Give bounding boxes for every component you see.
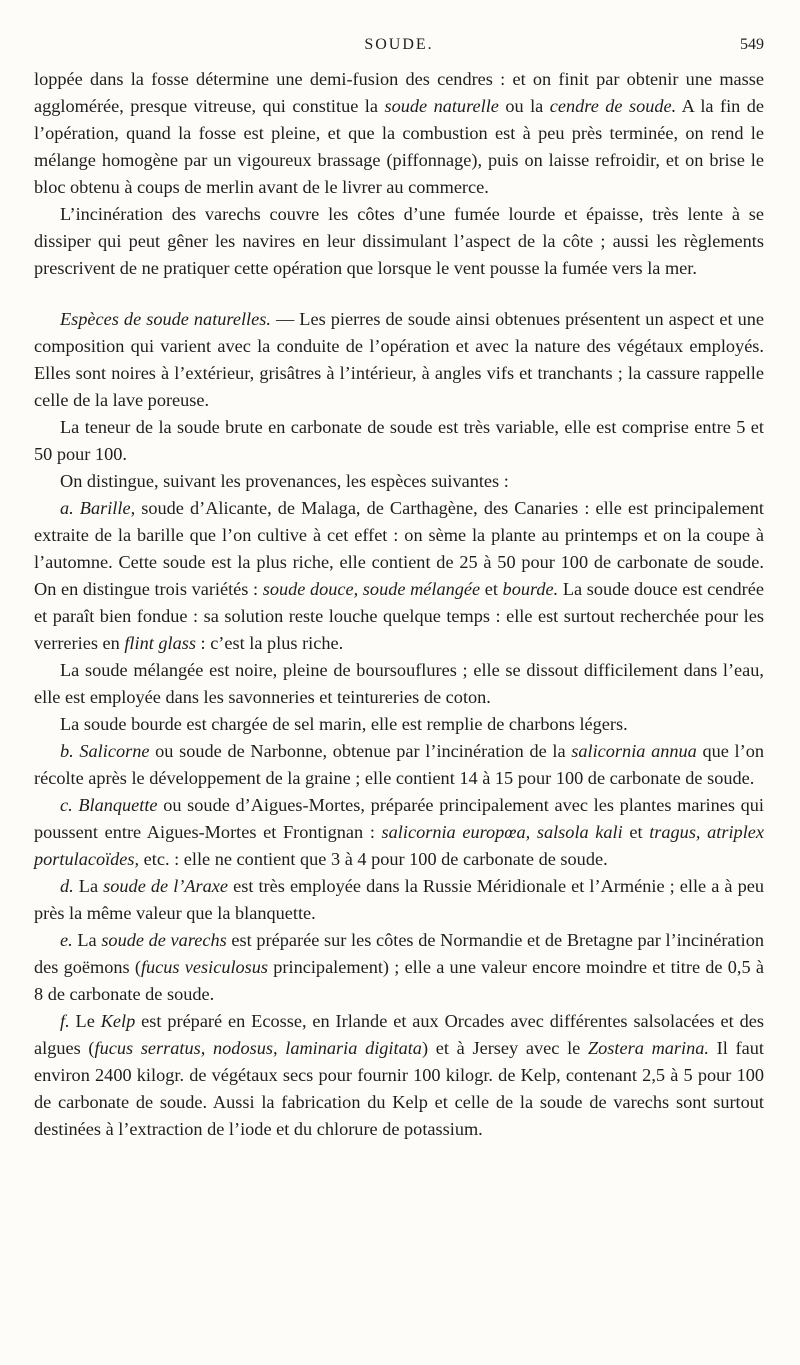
italic-text: tragus, atriplex portulacoïdes, [34, 822, 765, 869]
italic-text: e. [60, 930, 73, 950]
paragraph [34, 201, 764, 282]
paragraph [34, 657, 764, 711]
text-run: A la fin de l’opération, quand la fosse est pleine, et que la combustion est à peu près terminée, on rend le mélange homogène par un vigoureux brassage (piffonnage), puis on laisse refroidir, et on brise le bloc obtenu à coups de merlin avant de le livrer au commerce. [34, 96, 764, 197]
text-run: etc. : elle ne contient que 3 à 4 pour 100 de carbonate de soude. [139, 849, 608, 869]
text-run: La soude mélangée est noire, pleine de boursouflures ; elle se dissout difficilement dans l’eau, elle est employée dans les savonneries et teintureries de coton. [34, 660, 764, 707]
text-run: — Les pierres de soude ainsi obtenues présentent un aspect et une composition qui varient avec la conduite de l’opération et avec la nature des végétaux employés. Elles sont noires à l’extérieur, grisâtres à l’intérieur, à angles vifs et tranchants ; la cassure rappelle celle de la lave poreuse. [34, 309, 764, 410]
text-run: Le [69, 1011, 101, 1031]
italic-text: soude douce, soude mélangée [262, 579, 481, 599]
text-run: ou soude d’Aigues-Mortes, préparée principalement avec les plantes marines qui poussent entre Aigues-Mortes et Frontignan : [34, 795, 765, 842]
body-text [34, 66, 764, 1143]
italic-text: c. Blanquette [60, 795, 158, 815]
text-run: On distingue, suivant les provenances, les espèces suivantes : [60, 471, 509, 491]
italic-text: fucus vesiculosus [140, 957, 269, 977]
italic-text: Kelp [100, 1011, 136, 1031]
running-header [34, 36, 764, 60]
italic-text: cendre de soude. [549, 96, 677, 116]
text-run: La soude bourde est chargée de sel marin, elle est remplie de charbons légers. [60, 714, 628, 734]
text-run: est préparé en Ecosse, en Irlande et aux Orcades avec différentes salsolacées et des algues ( [34, 1011, 764, 1058]
text-run: est très employée dans la Russie Méridionale et l’Arménie ; elle a à peu près la même valeur que la blanquette. [34, 876, 765, 923]
text-run: est préparée sur les côtes de Normandie et de Bretagne par l’incinération des goëmons ( [34, 930, 764, 977]
italic-text: a. Barille, [60, 498, 136, 518]
text-run: loppée dans la fosse détermine une demi-fusion des cendres : et on finit par obtenir une masse agglomérée, presque vitreuse, qui constitue la [34, 69, 764, 116]
italic-text: Espèces de soude naturelles. [60, 309, 271, 329]
paragraph [34, 414, 764, 468]
italic-text: fucus serratus, nodosus, laminaria digitata [94, 1038, 422, 1058]
text-run: La teneur de la soude brute en carbonate de soude est très variable, elle est comprise entre 5 et 50 pour 100. [34, 417, 764, 464]
italic-text: salicornia annua [571, 741, 697, 761]
text-run: Il faut environ 2400 kilogr. de végétaux secs pour fournir 100 kilogr. de Kelp, contenant 2,5 à 5 pour 100 de carbonate de soude. Aussi la fabrication du Kelp et celle de la soude de varechs sont surtout destinées à l’extraction de l’iode et du chlorure de potassium. [34, 1038, 764, 1139]
text-run: La [73, 876, 104, 896]
paragraph [34, 711, 764, 738]
text-run: La [72, 930, 102, 950]
italic-text: soude de l’Araxe [103, 876, 229, 896]
italic-text: soude naturelle [384, 96, 499, 116]
paragraph [34, 738, 764, 792]
paragraph [34, 873, 764, 927]
text-run: L’incinération des varechs couvre les côtes d’une fumée lourde et épaisse, très lente à se dissiper qui peut gêner les navires en leur dissimulant l’aspect de la côte ; aussi les règlements prescrivent de ne pratiquer cette opération que lorsque le vent pousse la fumée vers la mer. [34, 204, 764, 278]
italic-text: bourde. [502, 579, 559, 599]
paragraph [34, 468, 764, 495]
italic-text: b. Salicorne [60, 741, 150, 761]
paragraph [34, 792, 764, 873]
text-run: et [480, 579, 503, 599]
paragraph [34, 66, 764, 201]
text-run: ou soude de Narbonne, obtenue par l’incinération de la [149, 741, 572, 761]
italic-text: d. [60, 876, 74, 896]
paragraph [34, 306, 764, 414]
italic-text: f. [60, 1011, 70, 1031]
italic-text: flint glass [124, 633, 196, 653]
italic-text: Zostera marina. [587, 1038, 709, 1058]
paragraph [34, 927, 764, 1008]
italic-text: soude de varechs [101, 930, 227, 950]
text-run: ou la [498, 96, 550, 116]
text-run: soude d’Alicante, de Malaga, de Carthagène, des Canaries : elle est principalement extraite de la barille que l’on cultive à cet effet : on sème la plante au printemps et on la coupe à l’automne. Cette soude est la plus riche, elle contient de 25 à 50 pour 100 de carbonate de soude. On en distingue trois variétés : [34, 498, 764, 599]
paragraph [34, 1008, 764, 1143]
text-run: : c’est la plus riche. [195, 633, 344, 653]
text-run: principalement) ; elle a une valeur encore moindre et titre de 0,5 à 8 de carbonate de soude. [34, 957, 764, 1004]
running-title: SOUDE. [364, 36, 434, 53]
paragraph [34, 495, 764, 657]
text-run: La soude douce est cendrée et paraît bien fondue : sa solution reste louche quelque temps : elle est surtout recherchée pour les verreries en [34, 579, 764, 653]
text-run: ) et à Jersey avec le [421, 1038, 588, 1058]
page-number: 549 [740, 36, 764, 53]
text-run: que l’on récolte après le développement de la graine ; elle contient 14 à 15 pour 100 de carbonate de soude. [34, 741, 765, 788]
text-run: et [622, 822, 650, 842]
italic-text: salicornia europœa, salsola kali [381, 822, 623, 842]
